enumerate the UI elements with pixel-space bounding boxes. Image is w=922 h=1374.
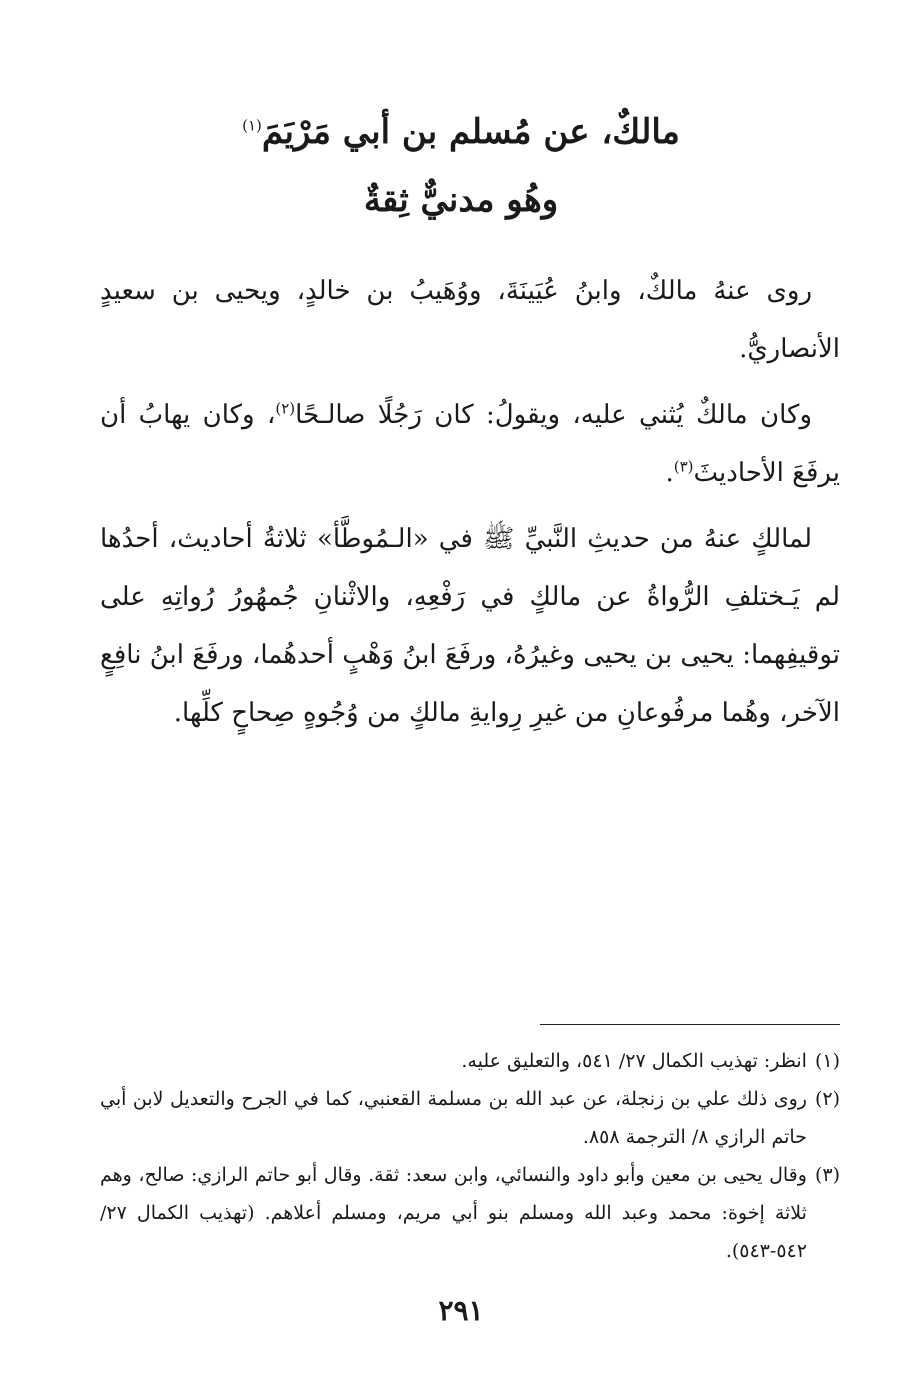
footnote-text: انظر: تهذيب الكمال ٢٧/ ٥٤١، والتعليق عليه. [461, 1050, 807, 1072]
footnote-number: (١) [814, 1050, 840, 1072]
paragraph-text: وكان مالكٌ يُثني عليه، ويقولُ: كان رَجُلًا صالـحًا [295, 400, 812, 430]
paragraph-praise [100, 386, 840, 502]
footnote-separator [540, 1024, 840, 1025]
footnote-item [100, 1042, 840, 1080]
footnotes [100, 1042, 840, 1270]
paragraph-text: روى عنهُ مالكٌ، وابنُ عُيَينَةَ، ووُهَيبُ بن خالدٍ، ويحيى بن سعيدٍ الأنصاريُّ. [100, 276, 840, 364]
footnote-ref-2[interactable]: (٢) [275, 399, 296, 418]
footnote-ref-1[interactable]: (١) [242, 116, 262, 135]
chapter-heading-text: مالكٌ، عن مُسلم بن أبي مَرْيَمَ [261, 112, 680, 152]
paragraph-narrators [100, 262, 840, 378]
main-text [100, 262, 840, 750]
chapter-subheading: وهُو مدنيٌّ ثِقةٌ [363, 180, 559, 220]
footnote-number: (٢) [814, 1088, 840, 1110]
footnote-text: وقال يحيى بن معين وأبو داود والنسائي، وابن سعد: ثقة. وقال أبو حاتم الرازي: صالح، وهم ثلاثة إخوة: محمد وعبد الله ومسلم بنو أبي مريم، ومسلم أعلاهم. (تهذيب الكمال ٢٧/ ٥٤٢-٥٤٣). [100, 1164, 807, 1262]
chapter-heading [100, 112, 822, 153]
footnote-text: روى ذلك علي بن زنجلة، عن عبد الله بن مسلمة القعنبي، كما في الجرح والتعديل لابن أبي حاتم الرازي ٨/ الترجمة ٨٥٨. [100, 1088, 807, 1148]
footnote-item [100, 1156, 840, 1270]
paragraph-text: لمالكٍ عنهُ من حديثِ النَّبيِّ ﷺ في «الـمُوطَّأ» ثلاثةُ أحاديث، أحدُها لم يَـختلفِ الرُّواةُ عن مالكٍ في رَفْعِهِ، والاثْنانِ جُمهُورُ رُواتِهِ على توقيفِهما: يحيى بن يحيى وغيرُهُ، ورفَعَ ابنُ وَهْبٍ أحدهُما، ورفَعَ ابنُ نافِعٍ الآخر، وهُما مرفُوعانِ من غيرِ رِوايةِ مالكٍ من وُجُوهٍ صِحاحٍ كلِّها. [100, 524, 840, 728]
footnote-number: (٣) [814, 1164, 840, 1186]
page-number: ٢٩١ [438, 1294, 484, 1327]
footnote-ref-3[interactable]: (٣) [673, 457, 694, 476]
paragraph-text: . [665, 458, 674, 488]
paragraph-text: ، وكان يهابُ أن يرفَعَ الأحاديثَ [100, 400, 840, 488]
footnote-item [100, 1080, 840, 1156]
paragraph-hadiths [100, 510, 840, 742]
